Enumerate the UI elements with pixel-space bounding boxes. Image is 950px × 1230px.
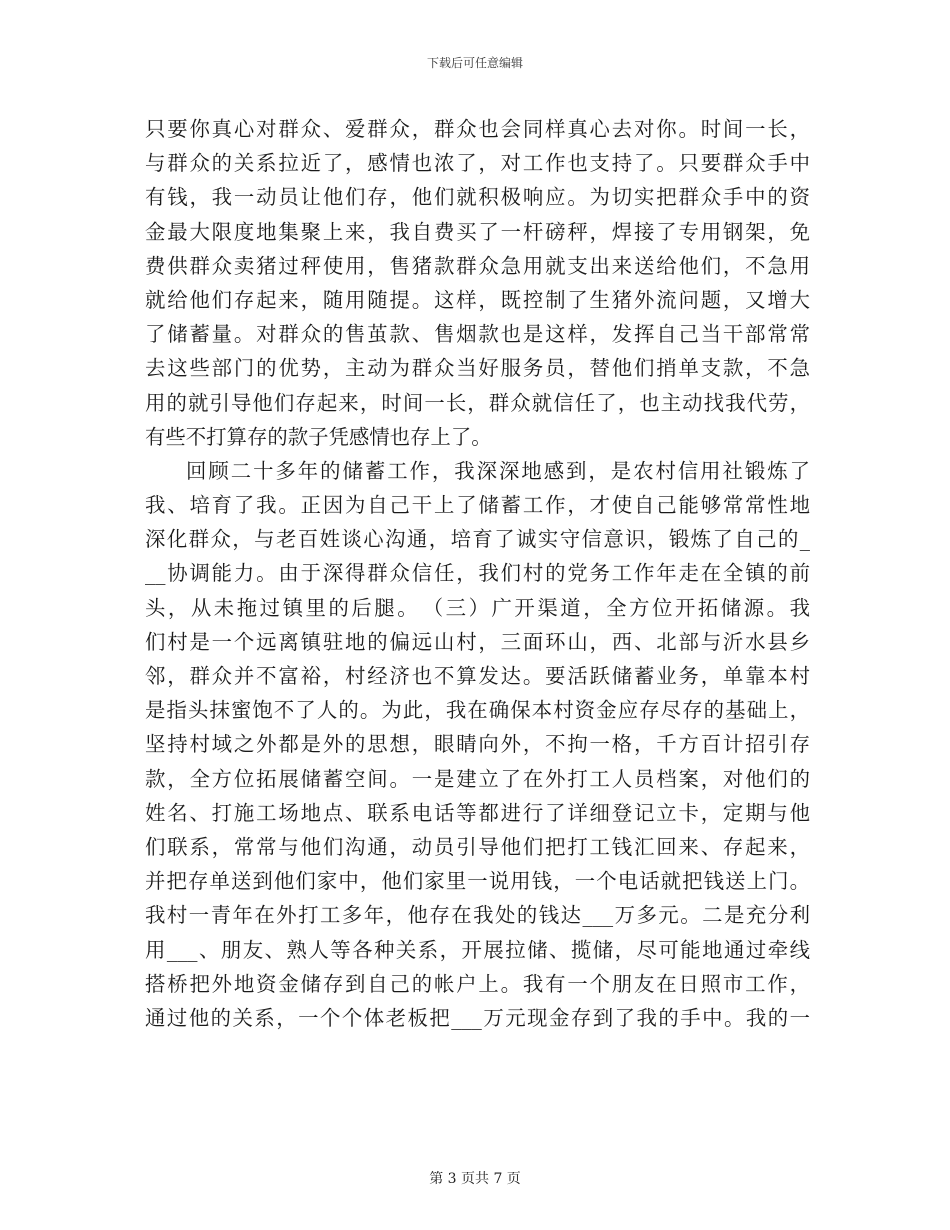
text-line: 用___、朋友、熟人等各种关系，开展拉储、揽储，尽可能地通过牵线: [145, 937, 810, 962]
text-line: 用的就引导他们存起来，时间一长，群众就信任了，也主动找我代劳，: [145, 390, 810, 415]
text-line: 并把存单送到他们家中，他们家里一说用钱，一个电话就把钱送上门。: [145, 869, 810, 894]
text-line: 通过他的关系，一个个体老板把___万元现金存到了我的手中。我的一: [145, 1005, 810, 1030]
text-line: 款，全方位拓展储蓄空间。一是建立了在外打工人员档案，对他们的: [145, 766, 810, 791]
text-line: 姓名、打施工场地点、联系电话等都进行了详细登记立卡，定期与他: [145, 800, 810, 825]
text-line: 去这些部门的优势，主动为群众当好服务员，替他们捎单支款，不急: [145, 356, 810, 381]
text-line: 们村是一个远离镇驻地的偏远山村，三面环山，西、北部与沂水县乡: [145, 629, 810, 654]
page-header: 下载后可任意编辑: [426, 56, 523, 70]
text-line: 费供群众卖猪过秤使用，售猪款群众急用就支出来送给他们，不急用: [145, 253, 810, 278]
paragraph-end-line: 有些不打算存的款子凭感情也存上了。: [145, 424, 492, 449]
text-line: 与群众的关系拉近了，感情也浓了，对工作也支持了。只要群众手中: [145, 151, 810, 176]
text-line: 就给他们存起来，随用随提。这样，既控制了生猪外流问题，又增大: [145, 287, 810, 312]
text-line: 坚持村域之外都是外的思想，眼睛向外，不拘一格，千方百计招引存: [145, 732, 810, 757]
text-line: 我村一青年在外打工多年，他存在我处的钱达___万多元。二是充分利: [145, 903, 810, 928]
text-line: 搭桥把外地资金储存到自己的帐户上。我有一个朋友在日照市工作，: [145, 971, 810, 996]
paragraph-first-line: 回顾二十多年的储蓄工作，我深深地感到，是农村信用社锻炼了: [186, 458, 810, 483]
text-line: 了储蓄量。对群众的售茧款、售烟款也是这样，发挥自己当干部常常: [145, 322, 810, 347]
text-line: 头，从未拖过镇里的后腿。 （三）广开渠道，全方位开拓储源。我: [145, 595, 810, 620]
text-line: 只要你真心对群众、爱群众，群众也会同样真心去对你。时间一长，: [145, 117, 810, 141]
text-line: 深化群众，与老百姓谈心沟通，培育了诚实守信意识，锻炼了自己的_: [145, 527, 810, 552]
text-line: 们联系，常常与他们沟通，动员引导他们把打工钱汇回来、存起来，: [145, 834, 810, 859]
text-line: __协调能力。由于深得群众信任，我们村的党务工作年走在全镇的前: [145, 561, 810, 586]
text-line: 金最大限度地集聚上来，我自费买了一杆磅秤，焊接了专用钢架，免: [145, 219, 810, 244]
text-line: 是指头抹蜜饱不了人的。为此，我在确保本村资金应存尽存的基础上，: [145, 698, 810, 723]
text-line: 我、培育了我。正因为自己干上了储蓄工作，才使自己能够常常性地: [145, 493, 810, 518]
text-line: 邻，群众并不富裕，村经济也不算发达。要活跃储蓄业务，单靠本村: [145, 664, 810, 688]
document-body: [145, 112, 810, 1035]
text-line: 有钱，我一动员让他们存，他们就积极响应。为切实把群众手中的资: [145, 185, 810, 210]
page-number-footer: 第 3 页共 7 页: [429, 1171, 521, 1187]
